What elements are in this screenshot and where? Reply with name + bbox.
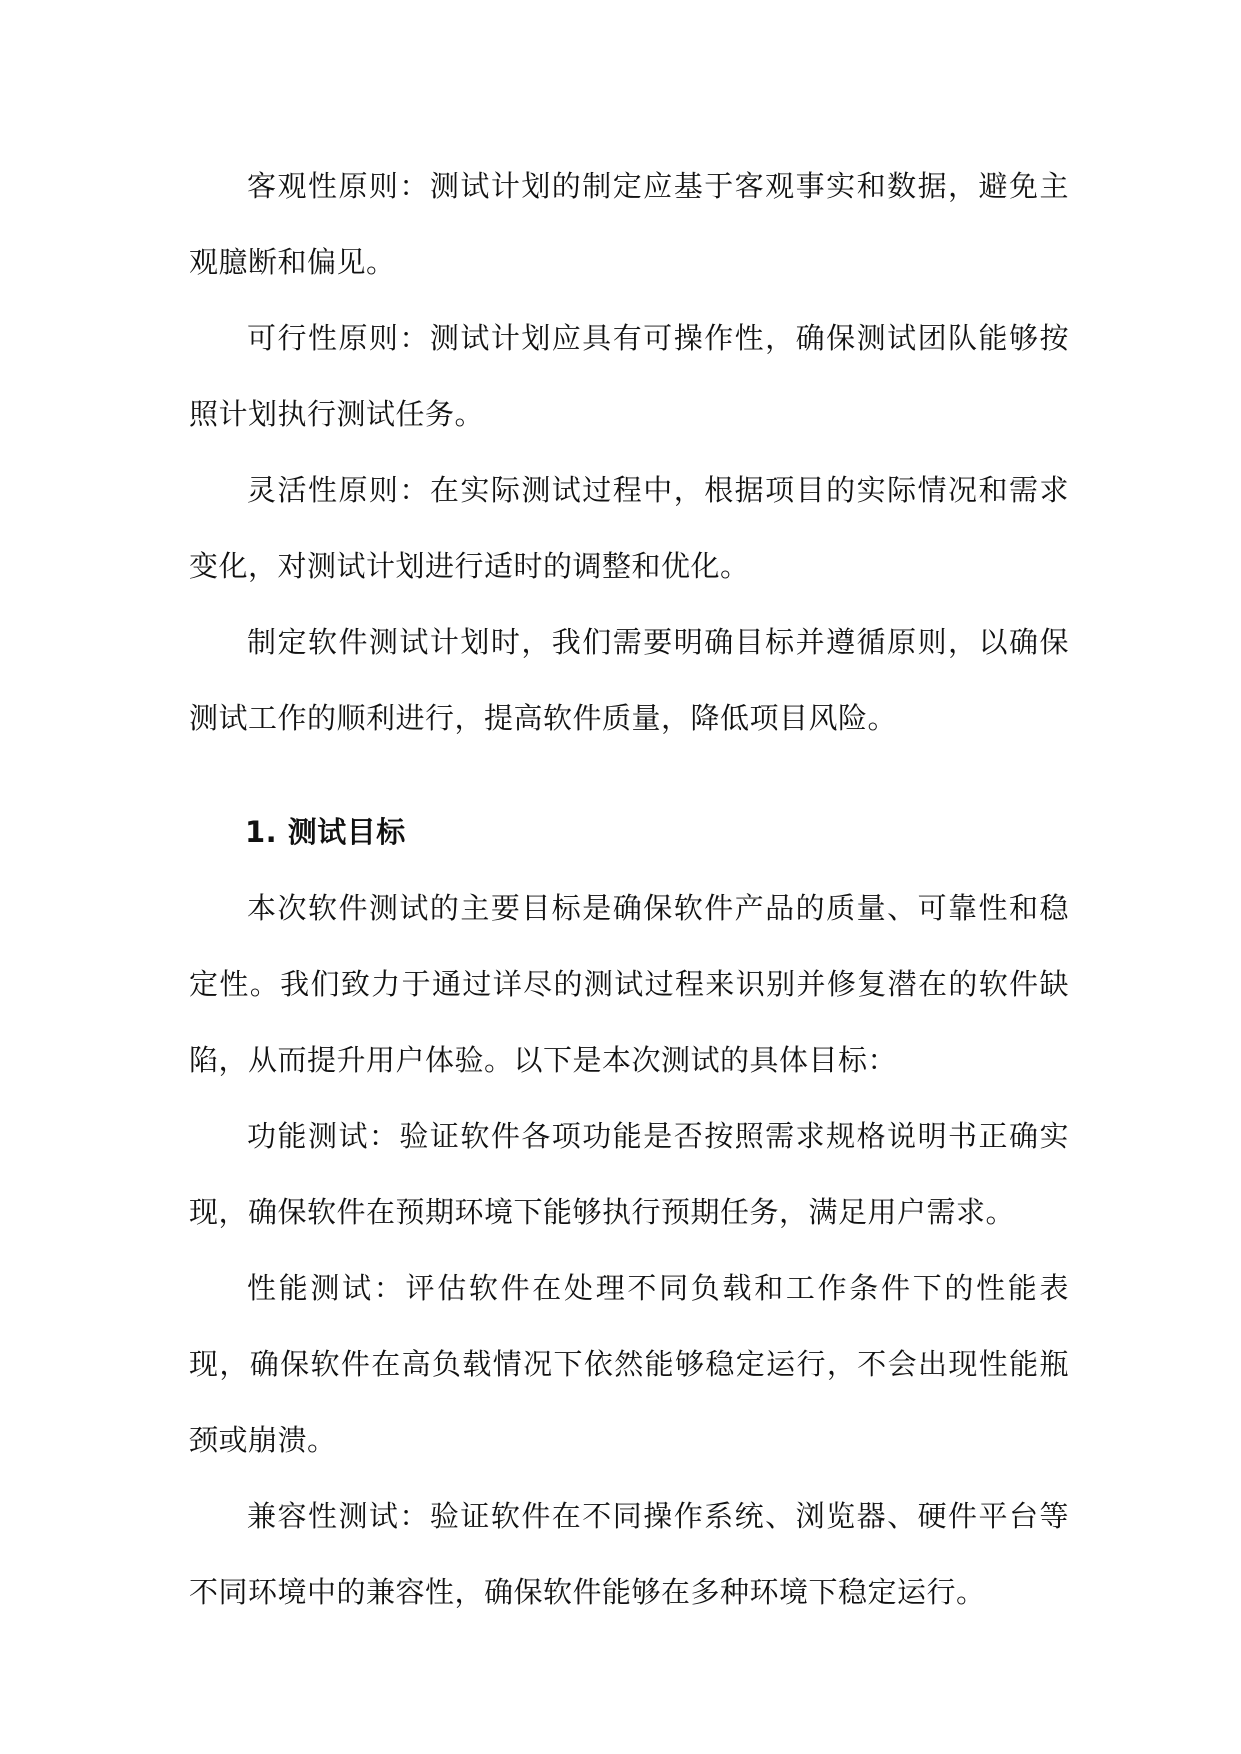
- paragraph-objectives-intro: 本次软件测试的主要目标是确保软件产品的质量、可靠性和稳定性。我们致力于通过详尽的测试过程来识别并修复潜在的软件缺陷，从而提升用户体验。以下是本次测试的具体目标：: [189, 891, 1069, 1077]
- paragraph-performance-testing: 性能测试：评估软件在处理不同负载和工作条件下的性能表现，确保软件在高负载情况下依然能够稳定运行，不会出现性能瓶颈或崩溃。: [189, 1271, 1069, 1457]
- paragraph-compatibility-testing: 兼容性测试：验证软件在不同操作系统、浏览器、硬件平台等不同环境中的兼容性，确保软件能够在多种环境下稳定运行。: [189, 1499, 1069, 1609]
- paragraph-feasibility-principle: 可行性原则：测试计划应具有可操作性，确保测试团队能够按照计划执行测试任务。: [189, 321, 1069, 431]
- document-body: [189, 148, 1069, 1630]
- paragraph-functional-testing: 功能测试：验证软件各项功能是否按照需求规格说明书正确实现，确保软件在预期环境下能够执行预期任务，满足用户需求。: [189, 1119, 1069, 1229]
- paragraph-plan-summary: 制定软件测试计划时，我们需要明确目标并遵循原则，以确保测试工作的顺利进行，提高软件质量，降低项目风险。: [189, 625, 1069, 735]
- paragraph-flexibility-principle: 灵活性原则：在实际测试过程中，根据项目的实际情况和需求变化，对测试计划进行适时的调整和优化。: [189, 473, 1069, 583]
- paragraph-objectivity-principle: 客观性原则：测试计划的制定应基于客观事实和数据，避免主观臆断和偏见。: [189, 169, 1069, 279]
- section-heading-test-objectives: 1. 测试目标: [245, 815, 406, 849]
